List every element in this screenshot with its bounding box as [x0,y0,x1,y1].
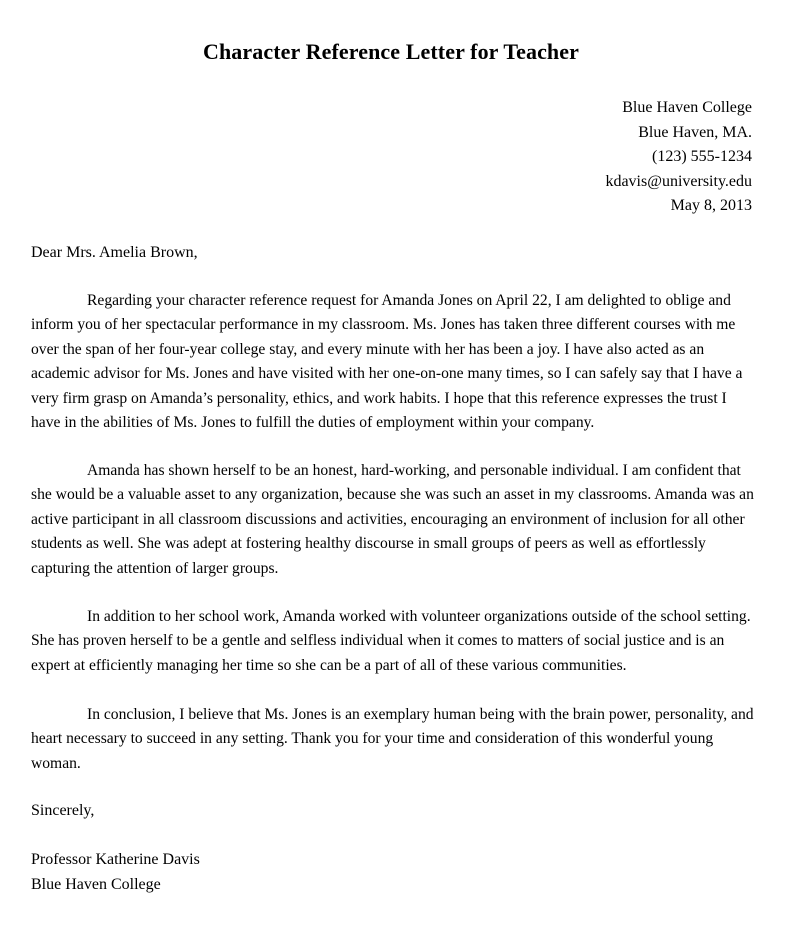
body-paragraph-3: In addition to her school work, Amanda worked with volunteer organizations outside of the school setting. She has proven herself to be a gentle and selfless individual when it comes to matters of social justice and is an expert at efficiently managing her time so she can be a part of all of these various communities. [31,608,751,674]
body-paragraph-2: Amanda has shown herself to be an honest, hard-working, and personable individual. I am confident that she would be a valuable asset to any organization, because she was such an asset in my classrooms. Amanda was an active participant in all classroom discussions and activities, encouraging an environment of inclusion for all other students as well. She was adept at fostering healthy discourse in small groups of peers as well as effortlessly capturing the attention of larger groups. [31,462,754,577]
body-paragraph-1: Regarding your character reference request for Amanda Jones on April 22, I am delighted to oblige and inform you of her spectacular performance in my classroom. Ms. Jones has taken three different courses with me over the span of her four-year college stay, and every minute with her has been a joy. I have also acted as an academic advisor for Ms. Jones and have visited with her one-on-one many times, so I can safely say that I have a very firm grasp on Amanda’s personality, ethics, and work habits. I hope that this reference expresses the trust I have in the abilities of Ms. Jones to fulfill the duties of employment within your company. [31,292,743,432]
signature-name: Professor Katherine Davis [31,851,200,868]
salutation: Dear Mrs. Amelia Brown, [31,244,198,261]
sender-phone: (123) 555-1234 [652,148,752,165]
letter-title: Character Reference Letter for Teacher [202,39,580,64]
sender-email: kdavis@university.edu [605,172,752,190]
sender-institution: Blue Haven College [622,99,752,116]
signature-institution: Blue Haven College [31,875,161,893]
sender-city: Blue Haven, MA. [638,123,752,141]
closing: Sincerely, [31,802,95,819]
signature-block [31,848,200,897]
body-paragraph-4: In conclusion, I believe that Ms. Jones is an exemplary human being with the brain power, personality, and heart necessary to succeed in any setting. Thank you for your time and consideration of this wonderful young woman. [31,706,754,772]
letter-date: May 8, 2013 [670,197,752,214]
sender-address-block [605,96,752,219]
